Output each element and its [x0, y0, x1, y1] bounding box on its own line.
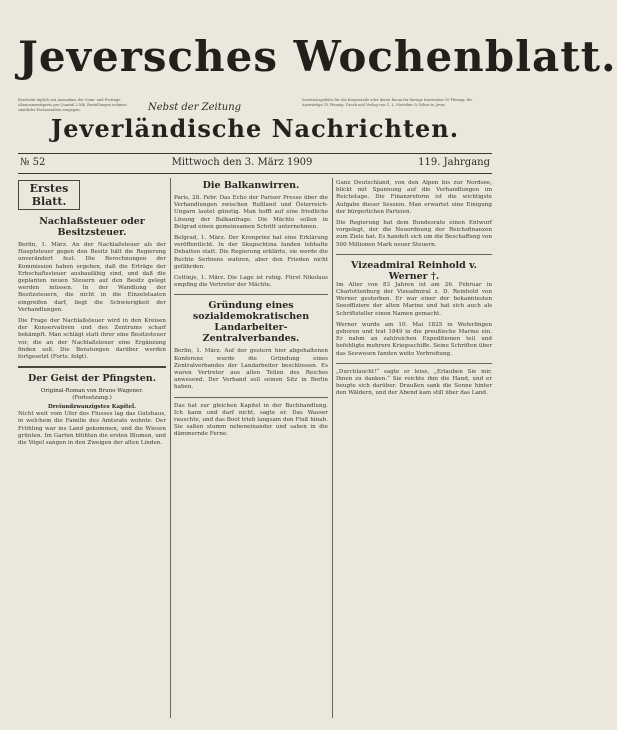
obituary-text: Werner wurde am 10. Mai 1825 in Weferlingen geboren und trat 1849 in die preußische Marine ein. Er nahm an zahlreichen Expeditionen teil und befehligte mehrere Kriegsschiffe. Seine Schriften über das Seewesen fanden weite Verbreitung.	[336, 321, 492, 357]
chapter-heading: Dreiundzwanzigstes Kapitel.	[47, 404, 137, 411]
section-label: Erstes Blatt.	[18, 180, 80, 210]
divider	[336, 254, 492, 255]
article-headline: Die Balkanwirren.	[202, 180, 300, 191]
article-headline: Gründung eines sozialdemokratischen Landarbeiter-Zentralverbandes.	[192, 300, 310, 345]
serial-text: Nicht weit vom Ufer des Flusses lag das Gutshaus, in welchem die Familie des Amtsrats wohnte. Der Frühling war ins Land gekommen, und die Wiesen grünten. Im Garten blühten die ersten Blumen, und die Vögel sangen in den Zweigen der alten Linden.	[18, 411, 166, 447]
divider	[174, 397, 328, 398]
issue-info-bar	[18, 157, 492, 171]
article-headline: Nachlaßsteuer oder Besitzsteuer.	[39, 216, 145, 238]
issue-year: 119. Jahrgang	[418, 157, 490, 168]
article-text: Ganz Deutschland, von den Alpen bis zur Nordsee, blickt mit Spannung auf die Verhandlungen im Reichstage. Die Finanzreform ist die wichtigste Aufgabe dieser Session. Man erwartet eine Einigung der bürgerlichen Parteien.	[336, 180, 492, 215]
serial-headline: Der Geist der Pfingsten.	[28, 373, 156, 385]
serial-continuation: (Fortsetzung.)	[72, 395, 112, 402]
column-right	[336, 180, 492, 402]
column-left	[18, 180, 166, 451]
masthead-subheading: Nebst der Zeitung	[148, 102, 242, 113]
subscription-info: Erscheint täglich mit Ausnahme der Sonn- und Festtage. Abonnementspreis pro Quartal 2 Mk. Bestellungen nehmen sämtliche Postanstalten entgegen.	[18, 98, 127, 112]
divider	[336, 363, 492, 364]
serial-byline: Original-Roman von Bruno Wagener.	[40, 388, 144, 395]
article-text: Die Regierung hat dem Bundesrate einen Entwurf vorgelegt, der die Neuordnung der Reichsfinanzen zum Ziele hat. Es handelt sich um die Beschaffung von 500 Millionen Mark neuer Steuern.	[336, 220, 492, 248]
article-text: Belgrad, 1. März. Der Kronprinz hat eine Erklärung veröffentlicht. In der Skupschtina fanden lebhafte Debatten statt. Die Regierung erklärte, sie werde die Rechte Serbiens wahren, aber den Frieden nicht gefährden.	[174, 235, 328, 270]
obituary-text: Im Alter von 83 Jahren ist am 26. Februar in Charlottenburg der Vizeadmiral z. D. Reinhold von Werner gestorben. Er war einer der bekanntesten Seeoffiziere der alten Marine und hat sich auch als Schriftsteller einen Namen gemacht.	[336, 281, 492, 317]
divider	[18, 366, 166, 368]
bottom-rule	[18, 173, 492, 174]
masthead-subtitle: Jeverländische Nachrichten.	[50, 114, 460, 143]
serial-text: „Durchlaucht!“ sagte er leise, „Erlauben Sie mir, Ihnen zu danken.“ Sie reichte ihm die Hand, und er beugte sich darüber. Draußen sank die Sonne hinter den Wäldern, und der Abend kam still über das Land.	[336, 368, 492, 397]
issue-number: № 52	[20, 157, 46, 168]
article-text: Berlin, 1. März. An der Nachlaßsteuer als der Hauptsteuer gegen den Besitz hält die Regierung unverändert fest. Die Berechnungen der Kommission haben ergeben, daß die Erträge der Erbschaftssteuer ausbaufähig sind, und daß die geplanten neuen Steuern auf den Besitz gelegt werden müssen. In der Wandlung der Besitzsteuern, die nicht in die Einzelstaaten eingreifen darf, liegt die Schwierigkeit der Verhandlungen.	[18, 242, 166, 313]
obituary-headline: Vizeadmiral Reinhold v. Werner †.	[351, 259, 477, 282]
divider	[174, 294, 328, 295]
column-divider	[170, 178, 171, 718]
issue-date: Mittwoch den 3. März 1909	[171, 157, 313, 168]
newspaper-page	[18, 10, 617, 722]
column-middle	[174, 180, 328, 443]
advertising-info: Insertionsgebühr für die Korpuszeile oder deren Raum für hiesige Inserenten 10 Pfennig, für Auswärtige 15 Pfennig. Druck und Verlag von C. L. Mettcker & Söhne in Jever.	[302, 98, 473, 107]
article-text: Cettinje, 1. März. Die Lage ist ruhig. Fürst Nikolaus empfing die Vertreter der Mächte.	[174, 275, 328, 289]
top-rule	[18, 153, 492, 154]
article-text: Berlin, 1. März. Auf der gestern hier abgehaltenen Konferenz wurde die Gründung eines Zentralverbandes der Landarbeiter beschlossen. Es waren Vertreter aus allen Teilen des Reiches anwesend. Der Verband soll seinen Sitz in Berlin haben.	[174, 348, 328, 391]
article-text: Die Frage der Nachlaßsteuer wird in den Kreisen der Konservativen und des Zentrums scharf bekämpft. Man schlägt statt ihrer eine Besitzsteuer vor, die an der Nachlaßsteuer eine Ergänzung finden soll. Die Beratungen darüber werden fortgesetzt (Forts. folgt).	[18, 318, 166, 361]
serial-text: Das hat zur gleichen Kapitel in der Buchhandlung. Ich kann und darf nicht, sagte er. Das Wasser rauschte, und das Boot trieb langsam den Fluß hinab. Sie saßen stumm nebeneinander und sahen in die dämmernde Ferne.	[174, 402, 328, 438]
masthead-title: Jeversches Wochenblatt.	[18, 32, 617, 81]
article-text: Paris, 28. Febr. Das Echo der Pariser Presse über die Verhandlungen zwischen Rußland und Österreich-Ungarn lautet günstig. Man hofft auf eine friedliche Lösung der Balkanfrage. Die Mächte sollen in Belgrad einen gemeinsamen Schritt unternehmen.	[174, 195, 328, 230]
column-divider	[332, 178, 333, 718]
